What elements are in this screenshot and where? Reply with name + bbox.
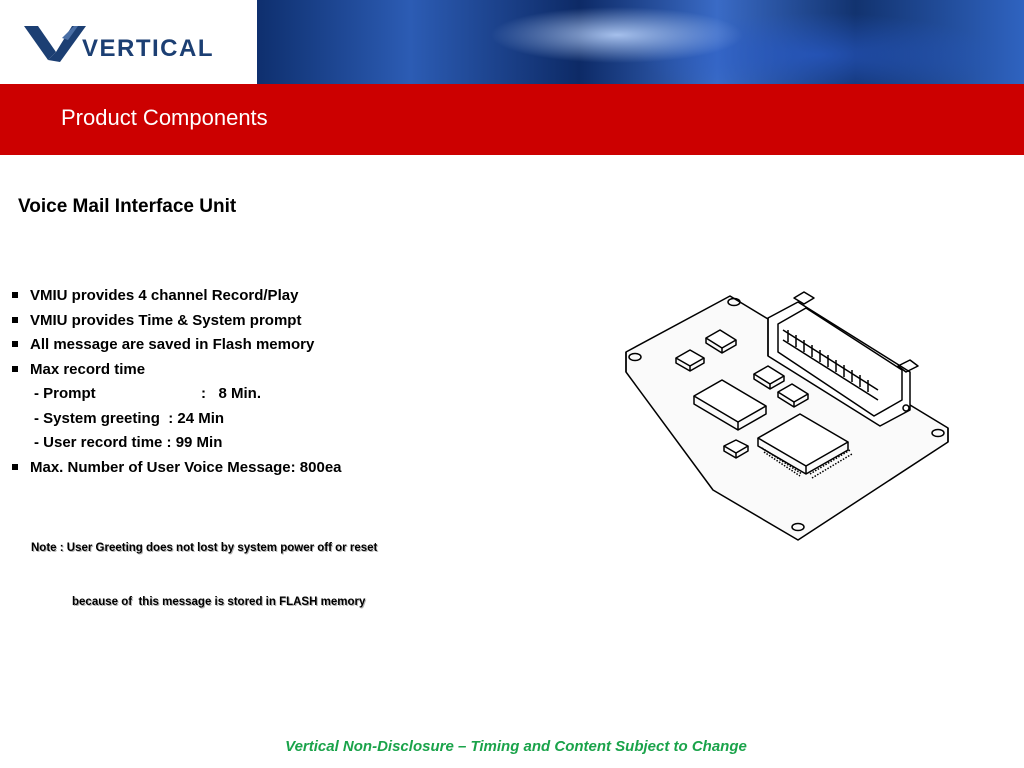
- square-bullet-icon: [12, 464, 18, 470]
- note: [31, 503, 377, 629]
- slide-subtitle: Voice Mail Interface Unit: [18, 196, 237, 217]
- sub-item-value: : 8 Min.: [201, 385, 261, 402]
- footer-disclaimer: Vertical Non-Disclosure – Timing and Content Subject to Change: [285, 738, 747, 755]
- bullet-text: VMIU provides Time & System prompt: [30, 311, 302, 329]
- square-bullet-icon: [12, 317, 18, 323]
- square-bullet-icon: [12, 366, 18, 372]
- note-line: because of this message is stored in FLASH memory: [72, 596, 366, 608]
- sub-item-label: - Prompt: [34, 385, 96, 402]
- sub-item: [10, 407, 570, 432]
- bullet-item: [10, 333, 570, 358]
- bullet-text: All message are saved in Flash memory: [30, 336, 315, 353]
- bullet-item: [10, 358, 570, 383]
- title-bar: [0, 84, 1024, 155]
- bullet-item: [10, 284, 570, 309]
- square-bullet-icon: [12, 292, 18, 298]
- brand-wordmark: VERTICAL: [82, 35, 214, 62]
- sub-item-label: - User record time : 99 Min: [34, 434, 223, 451]
- sub-item-label: - System greeting : 24 Min: [34, 409, 225, 427]
- sub-item: [10, 431, 570, 456]
- header-banner: [257, 0, 1024, 84]
- bullet-text: Max record time: [30, 360, 146, 378]
- square-bullet-icon: [12, 341, 18, 347]
- bullet-item: [10, 456, 570, 481]
- logo: [0, 0, 257, 84]
- bullet-list: [10, 284, 570, 480]
- bullet-text: VMIU provides 4 channel Record/Play: [30, 287, 299, 304]
- bullet-item: [10, 309, 570, 334]
- sub-item: [10, 382, 570, 407]
- slide-title: Product Components: [61, 105, 268, 130]
- note-line: Note : User Greeting does not lost by system power off or reset: [31, 542, 378, 554]
- bullet-text: Max. Number of User Voice Message: 800ea: [30, 458, 342, 476]
- vmiu-circuit-board-icon: [618, 290, 958, 550]
